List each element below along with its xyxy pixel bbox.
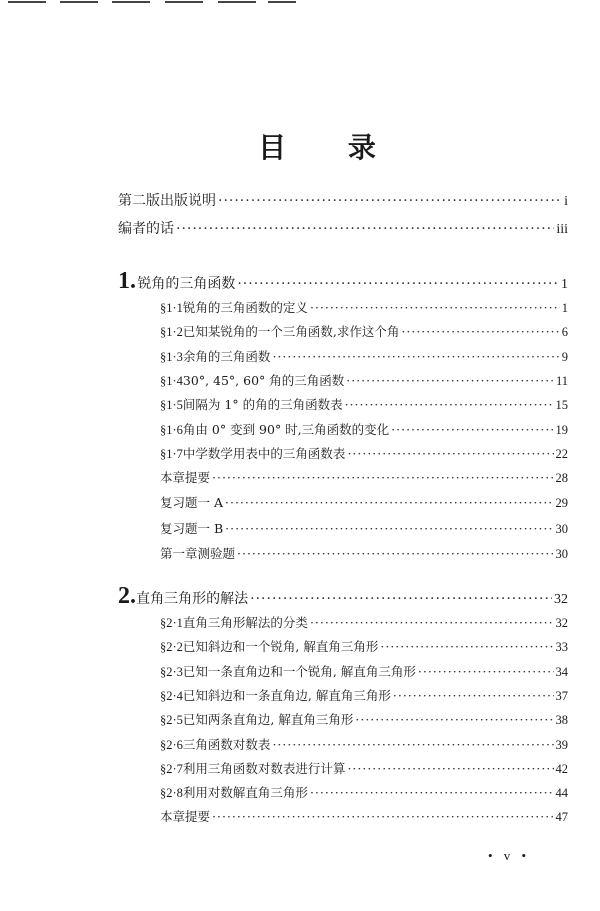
section-number: §1·6 bbox=[160, 422, 183, 437]
section-title: 已知斜边和一个锐角, 解直角三角形 bbox=[182, 639, 379, 655]
toc-section[interactable] bbox=[160, 686, 568, 704]
dot-leader bbox=[225, 495, 553, 510]
dot-leader bbox=[310, 615, 554, 630]
section-title: 直角三角形解法的分类 bbox=[182, 615, 308, 630]
section-number: §2·8 bbox=[160, 786, 183, 801]
dot-leader bbox=[237, 276, 559, 292]
entry-label: 编者的话 bbox=[118, 221, 174, 237]
dot-leader bbox=[310, 300, 560, 315]
toc-extra[interactable] bbox=[160, 519, 568, 537]
section-number: §2·3 bbox=[160, 664, 183, 679]
dot-leader bbox=[346, 373, 554, 388]
extra-page: 30 bbox=[555, 521, 568, 536]
section-number: §1·1 bbox=[160, 301, 183, 315]
section-page: 9 bbox=[561, 349, 568, 364]
toc-entry-front-matter[interactable] bbox=[118, 218, 568, 238]
dot-leader bbox=[393, 688, 554, 703]
page-title: 目 录 bbox=[258, 131, 402, 164]
chapter-page: 1 bbox=[561, 277, 568, 292]
section-page: 34 bbox=[555, 664, 568, 679]
section-title: 三角函数对数表 bbox=[182, 736, 271, 752]
extra-label: 第一章测验题 bbox=[160, 546, 236, 561]
extra-page: 28 bbox=[555, 471, 568, 486]
section-page: 44 bbox=[555, 786, 568, 801]
section-number: §2·5 bbox=[160, 713, 183, 728]
section-page: 32 bbox=[555, 616, 568, 630]
toc-section[interactable] bbox=[160, 444, 568, 462]
section-title: 锐角的三角函数的定义 bbox=[182, 300, 308, 315]
extra-page: 47 bbox=[555, 810, 568, 825]
dot-leader bbox=[345, 397, 554, 412]
section-title: 已知斜边和一条直角边, 解直角三角形 bbox=[182, 687, 391, 703]
section-number: §1·3 bbox=[160, 349, 183, 364]
toc-section[interactable] bbox=[160, 613, 568, 631]
dot-leader bbox=[237, 546, 553, 561]
section-number: §2·6 bbox=[160, 737, 183, 752]
dot-leader bbox=[272, 737, 553, 752]
chapter-title: 锐角的三角函数 bbox=[137, 276, 236, 292]
dot-leader bbox=[272, 349, 559, 364]
dot-leader bbox=[347, 761, 553, 776]
toc-extra[interactable] bbox=[160, 468, 568, 486]
section-page: 1 bbox=[561, 301, 568, 315]
toc-section[interactable] bbox=[160, 420, 568, 438]
dot-leader bbox=[212, 470, 553, 485]
section-page: 33 bbox=[555, 640, 568, 655]
toc-section[interactable] bbox=[160, 662, 568, 680]
entry-page: i bbox=[564, 194, 568, 209]
toc-section[interactable] bbox=[160, 637, 568, 655]
section-number: §2·1 bbox=[160, 616, 183, 630]
section-title: 已知一条直角边和一个锐角, 解直角三角形 bbox=[182, 663, 416, 679]
toc-section[interactable] bbox=[160, 710, 568, 728]
extra-page: 30 bbox=[555, 547, 568, 561]
toc-section[interactable] bbox=[160, 735, 568, 753]
section-title: 余角的三角函数 bbox=[182, 348, 271, 364]
chapter-page: 32 bbox=[554, 592, 568, 607]
scan-edge-marks bbox=[0, 0, 600, 6]
toc-extra[interactable] bbox=[160, 807, 568, 825]
section-page: 42 bbox=[555, 761, 568, 776]
toc-section[interactable] bbox=[160, 371, 568, 389]
toc-entry-front-matter[interactable] bbox=[118, 190, 568, 210]
section-title: 利用三角函数对数表进行计算 bbox=[182, 760, 346, 776]
entry-page: iii bbox=[556, 222, 568, 237]
dot-leader bbox=[176, 221, 554, 237]
dot-leader bbox=[401, 324, 559, 339]
section-number: §1·7 bbox=[160, 446, 183, 461]
dot-leader bbox=[418, 664, 554, 679]
dot-leader bbox=[355, 712, 553, 727]
section-number: §1·2 bbox=[160, 325, 183, 340]
section-number: §1·4 bbox=[160, 373, 183, 388]
toc-section[interactable] bbox=[160, 395, 568, 413]
extra-label: 本章提要 bbox=[160, 470, 211, 486]
extra-label: 复习题一 B bbox=[160, 520, 224, 536]
section-page: 38 bbox=[555, 713, 568, 728]
dot-leader bbox=[218, 193, 562, 209]
toc-chapter[interactable] bbox=[118, 583, 568, 610]
toc-section[interactable] bbox=[160, 322, 568, 340]
section-title: 中学数学用表中的三角函数表 bbox=[182, 445, 346, 461]
section-page: 22 bbox=[555, 446, 568, 461]
section-number: §2·7 bbox=[160, 761, 183, 776]
section-title: 30°, 45°, 60° 角的三角函数 bbox=[182, 372, 345, 388]
section-title: 利用对数解直角三角形 bbox=[182, 785, 308, 801]
dot-leader bbox=[391, 422, 553, 437]
section-page: 6 bbox=[561, 325, 568, 340]
entry-label: 第二版出版说明 bbox=[118, 193, 216, 209]
dot-leader bbox=[380, 639, 553, 654]
dot-leader bbox=[250, 591, 552, 607]
section-title: 间隔为 1° 的角的三角函数表 bbox=[182, 397, 343, 413]
toc-section[interactable] bbox=[160, 347, 568, 365]
toc-extra[interactable] bbox=[160, 544, 568, 562]
dot-leader bbox=[212, 809, 553, 824]
dot-leader bbox=[347, 446, 553, 461]
section-title: 角由 0° 变到 90° 时,三角函数的变化 bbox=[182, 421, 390, 437]
toc-section[interactable] bbox=[160, 783, 568, 801]
toc-section[interactable] bbox=[160, 298, 568, 316]
chapter-title: 直角三角形的解法 bbox=[136, 591, 249, 607]
toc-chapter[interactable] bbox=[118, 268, 568, 295]
section-number: §2·2 bbox=[160, 640, 183, 655]
chapter-number: 2. bbox=[118, 583, 136, 609]
section-title: 已知某锐角的一个三角函数,求作这个角 bbox=[182, 324, 400, 340]
extra-label: 复习题一 A bbox=[160, 495, 224, 511]
section-number: §1·5 bbox=[160, 398, 183, 413]
toc-section[interactable] bbox=[160, 759, 568, 777]
toc-extra[interactable] bbox=[160, 493, 568, 511]
section-page: 15 bbox=[555, 398, 568, 413]
chapter-number: 1. bbox=[118, 268, 136, 294]
section-page: 19 bbox=[555, 422, 568, 437]
section-page: 11 bbox=[555, 373, 568, 388]
extra-page: 29 bbox=[555, 496, 568, 511]
dot-leader bbox=[310, 785, 554, 800]
section-page: 37 bbox=[555, 688, 568, 703]
page-number: • v • bbox=[488, 848, 531, 863]
section-number: §2·4 bbox=[160, 688, 183, 703]
dot-leader bbox=[225, 521, 553, 536]
section-page: 39 bbox=[555, 737, 568, 752]
section-title: 已知两条直角边, 解直角三角形 bbox=[182, 712, 354, 728]
extra-label: 本章提要 bbox=[160, 809, 211, 825]
